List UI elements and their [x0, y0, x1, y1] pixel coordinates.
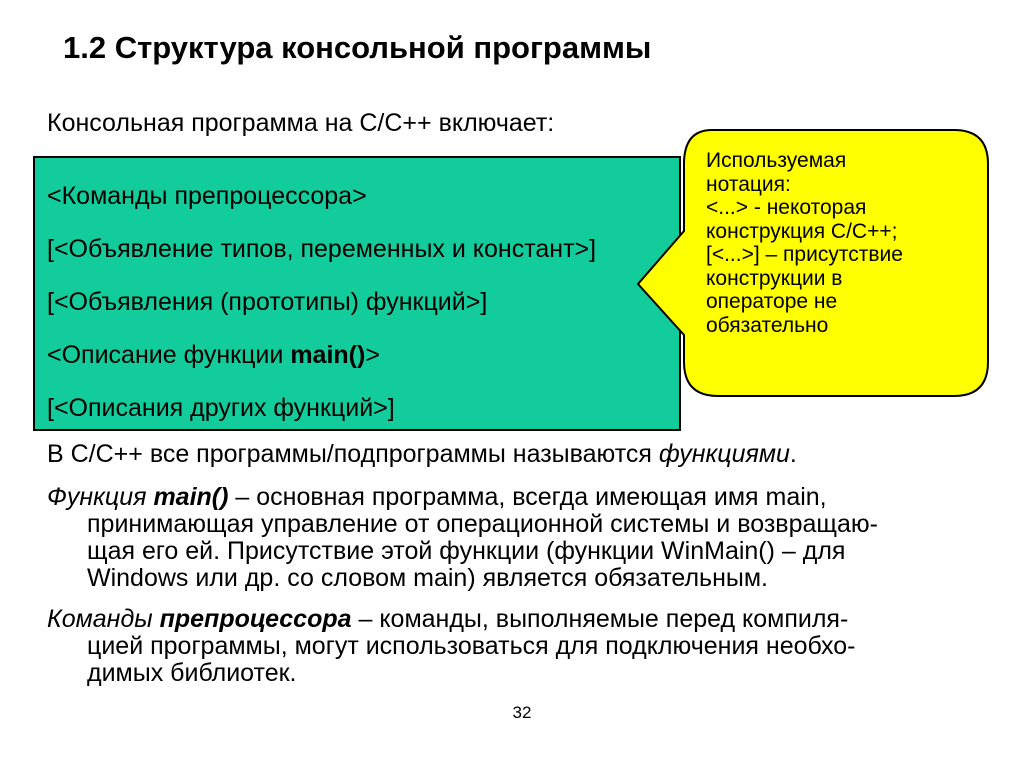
functions-paragraph — [47, 441, 797, 468]
callout-line: конструкция C/C++; — [706, 219, 898, 243]
callout-line: [<...>] – присутствие — [706, 243, 903, 266]
para3-line1: – команды, выполняемые перед компиля- — [351, 605, 849, 633]
main-desc-after: > — [365, 341, 380, 369]
callout-line: Используемая — [706, 149, 847, 172]
structure-line-declarations: [<Объявление типов, переменных и констант>] — [47, 235, 597, 263]
structure-line-other-functions: [<Описания других функций>] — [47, 394, 395, 422]
callout-line: нотация: — [706, 172, 791, 196]
para2-line1: – основная программа, всегда имеющая имя main, — [228, 483, 827, 511]
para1-term: функциями — [658, 440, 790, 468]
main-function-paragraph — [47, 484, 878, 592]
para2-line2: принимающая управление от операционной системы и возвращаю- — [87, 510, 878, 538]
callout-line: <...> - некоторая — [706, 196, 867, 219]
para3-lead: Команды — [47, 605, 160, 633]
para2-line3: щая его ей. Присутствие этой функции (функции WinMain() – для — [87, 537, 846, 565]
main-desc-before: <Описание функции — [47, 341, 291, 369]
callout-line: обязательно — [706, 313, 829, 337]
para2-term: main() — [153, 483, 229, 511]
para3-term: препроцессора — [159, 605, 352, 633]
callout-line: операторе не — [706, 290, 838, 313]
notation-callout-text — [706, 149, 903, 337]
para3-line3: димых библиотек. — [87, 659, 297, 687]
para3-line2: цией программы, могут использоваться для подключения необхо- — [87, 632, 856, 660]
preprocessor-paragraph — [47, 606, 855, 687]
callout-line: конструкции в — [706, 266, 843, 290]
para2-lead: Функция — [47, 483, 154, 511]
page-number: 32 — [512, 703, 532, 722]
structure-line-prototypes: [<Объявления (прототипы) функций>] — [47, 288, 488, 316]
main-function-name: main() — [290, 341, 366, 369]
slide-title: 1.2 Структура консольной программы — [63, 30, 652, 65]
para1-text: В C/C++ все программы/подпрограммы называются — [47, 440, 659, 468]
para1-period: . — [789, 440, 797, 468]
para2-line4: Windows или др. со словом main) является обязательным. — [87, 564, 768, 592]
structure-line-preprocessor: <Команды препроцессора> — [47, 182, 367, 210]
intro-text: Консольная программа на C/C++ включает: — [47, 109, 555, 137]
